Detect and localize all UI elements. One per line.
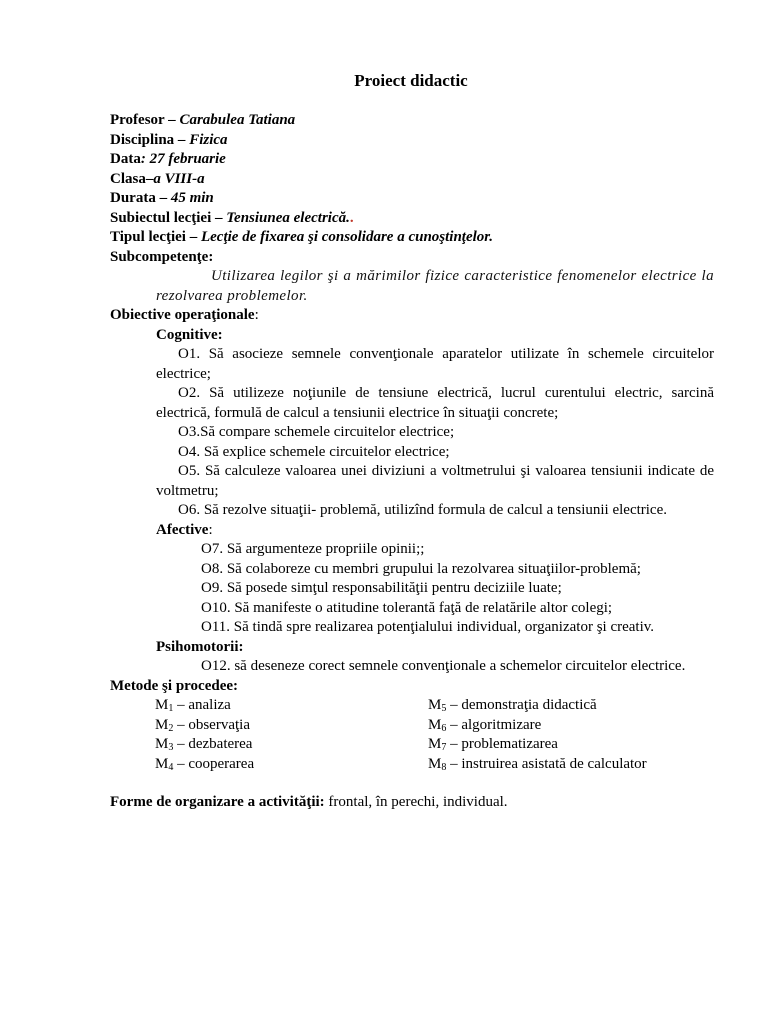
subiect-line <box>110 209 714 229</box>
method-item: $M_4$ – cooperarea <box>155 755 255 773</box>
objective-o9: O9. Să posede simţul responsabilităţii pentru deciziile luate; <box>201 580 562 596</box>
disciplina-line <box>110 131 714 151</box>
method-item: $M_2$ – observaţia <box>155 716 250 734</box>
tip-label: Tipul lecţiei – <box>110 229 201 245</box>
data-value: : 27 februarie <box>140 151 226 167</box>
clasa-line <box>110 170 714 190</box>
objective-o10: O10. Să manifeste o atitudine tolerantă faţă de relatările altor colegi; <box>201 599 613 616</box>
subiect-value: Tensiunea electrică. <box>226 209 350 226</box>
tip-value: Lecţie de fixarea şi consolidare a cunoştinţelor. <box>200 229 494 245</box>
cognitive-objectives <box>156 345 714 521</box>
method-item: $M_7$ – problematizarea <box>428 736 558 753</box>
objective-o11: O11. Să tindă spre realizarea potenţialului individual, organizator şi creativ. <box>201 619 655 635</box>
objective-o1: O1. Să asocieze semnele convenţionale aparatelor utilizate în schemele circuitelor electrice; <box>156 346 714 382</box>
psihomotorii-heading: Psihomotorii: <box>156 638 244 655</box>
disciplina-value: Fizica <box>189 131 228 148</box>
subcompetente-heading: Subcompetenţe: <box>110 248 214 265</box>
data-line <box>110 150 714 170</box>
method-item: $M_5$ – demonstraţia didactică <box>428 697 597 714</box>
metode-heading: Metode şi procedee: <box>110 677 239 694</box>
methods-column-left <box>155 696 254 774</box>
document-title: Proiect didactic <box>354 71 468 90</box>
methods-column-right <box>428 696 647 774</box>
clasa-label: Clasa– <box>110 170 154 187</box>
method-item: $M_3$ – dezbaterea <box>155 736 253 753</box>
data-label: Data <box>110 151 141 167</box>
objective-o4: O4. Să explice schemele circuitelor electrice; <box>178 443 450 460</box>
afective-heading: Afective: <box>156 521 213 538</box>
forme-line <box>110 793 714 813</box>
objective-o12: O12. să deseneze corect semnele convenţionale a schemelor circuitelor electrice. <box>201 658 686 674</box>
subcompetente-text: Utilizarea legilor şi a mărimilor fizice caracteristice fenomenelor electrice la rezolvarea problemelor. <box>156 268 714 304</box>
subiect-dot: . <box>349 209 354 226</box>
subiect-label: Subiectul lecţiei – <box>110 209 227 226</box>
method-item: $M_1$ – analiza <box>155 697 231 714</box>
objective-o2: O2. Să utilizeze noţiunile de tensiune electrică, lucrul curentului electric, sarcină electrică, formulă de calcul a tensiunii electrice în situaţii concrete; <box>156 385 714 421</box>
document-body <box>110 111 714 813</box>
psihomotorii-objectives <box>156 657 714 677</box>
obiective-heading: Obiective operaţionale: <box>110 307 259 323</box>
cognitive-heading: Cognitive: <box>156 326 223 343</box>
durata-value: 45 min <box>170 190 214 206</box>
subcompetente-block <box>156 267 714 306</box>
objective-o5: O5. Să calculeze valoarea unei diviziuni a voltmetrului şi valoarea tensiunii indicate de voltmetru; <box>156 463 714 499</box>
forme-label: Forme de organizare a activităţii: <box>110 794 325 810</box>
objective-o7: O7. Să argumenteze propriile opinii;; <box>201 541 425 557</box>
durata-line <box>110 189 714 209</box>
objective-o8: O8. Să colaboreze cu membri grupului la rezolvarea situaţiilor-problemă; <box>201 560 641 577</box>
disciplina-label: Disciplina – <box>110 131 190 148</box>
method-item: $M_8$ – instruirea asistată de calculator <box>428 755 647 773</box>
profesor-label: Profesor – <box>110 112 180 128</box>
clasa-value: a VIII-a <box>153 170 205 187</box>
profesor-value: Carabulea Tatiana <box>179 112 296 128</box>
objective-o3: O3.Să compare schemele circuitelor electrice; <box>178 424 455 440</box>
methods-list <box>155 696 714 774</box>
objective-o6: O6. Să rezolve situaţii- problemă, utilizînd formula de calcul a tensiunii electrice. <box>178 502 667 518</box>
tip-line <box>110 228 714 248</box>
durata-label: Durata – <box>110 190 171 206</box>
afective-objectives <box>156 540 714 638</box>
method-item: $M_6$ – algoritmizare <box>428 716 542 734</box>
profesor-line <box>110 111 714 131</box>
forme-value: frontal, în perechi, individual. <box>324 794 508 810</box>
